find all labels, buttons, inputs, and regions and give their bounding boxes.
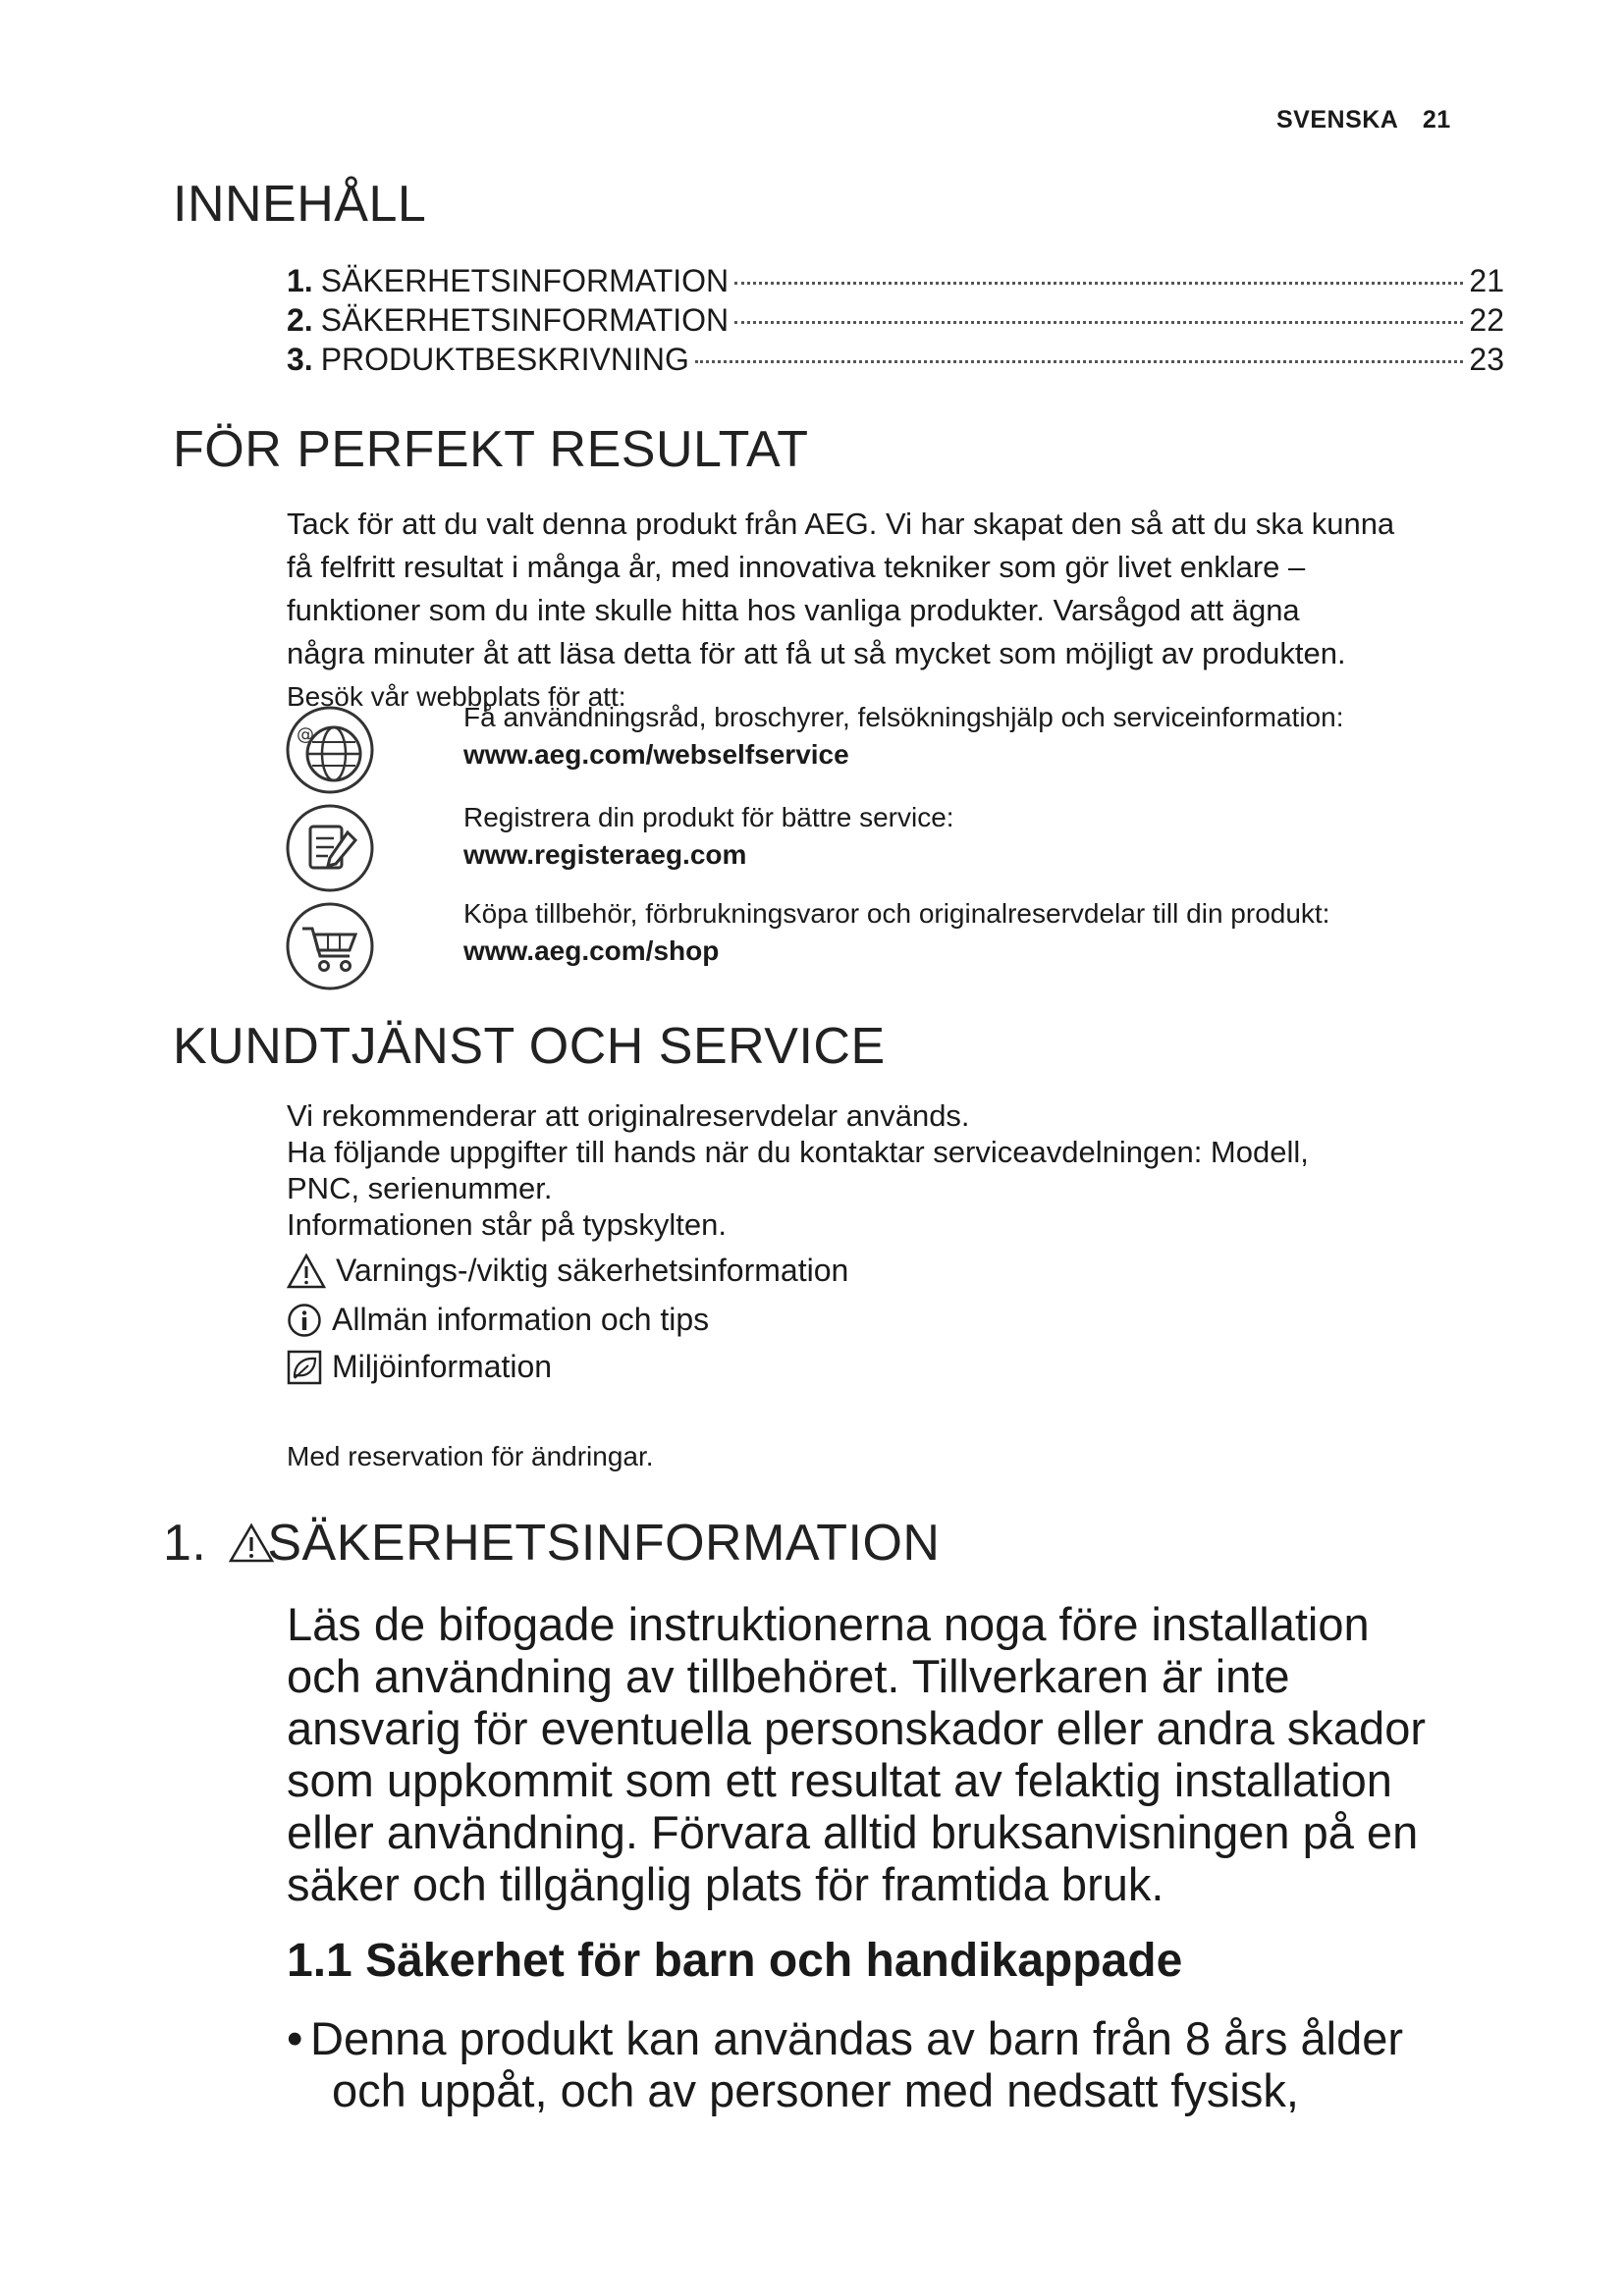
- paragraph-line: Besök vår webbplats för att:: [287, 681, 626, 712]
- service-item-register: [463, 799, 1504, 874]
- svg-text:@: @: [297, 724, 314, 745]
- toc-item-page: 23: [1469, 342, 1504, 377]
- language-label: SVENSKA: [1276, 106, 1398, 133]
- legend-item-info: [287, 1302, 709, 1338]
- toc-item-number: 1.: [287, 263, 313, 298]
- legend-item-environment: [287, 1349, 552, 1385]
- warning-icon: [287, 1254, 326, 1289]
- toc-leader: [734, 282, 1463, 285]
- customer-service-title: KUNDTJÄNST OCH SERVICE: [173, 1018, 886, 1075]
- toc-item-page: 21: [1469, 263, 1504, 298]
- subsection-title: 1.1 Säkerhet för barn och handikappade: [287, 1935, 1183, 1987]
- toc-item-label: SÄKERHETSINFORMATION: [320, 302, 730, 338]
- toc-item[interactable]: [287, 302, 1504, 339]
- section-title: SÄKERHETSINFORMATION: [267, 1515, 941, 1572]
- service-item-support: [463, 699, 1504, 774]
- legend-label: Miljöinformation: [332, 1349, 553, 1384]
- service-description: Registrera din produkt för bättre service:: [463, 802, 954, 832]
- customer-service-text: [287, 1097, 1504, 1243]
- paragraph-line: eller användning. Förvara alltid bruksanvisningen på en: [287, 1806, 1419, 1858]
- cart-icon: [285, 901, 375, 991]
- perfect-result-text: [287, 503, 1504, 719]
- toc-item[interactable]: [287, 263, 1504, 299]
- environment-icon: [287, 1350, 322, 1385]
- paragraph-line: och användning av tillbehöret. Tillverkaren är inte: [287, 1650, 1290, 1702]
- paragraph-line: som uppkommit som ett resultat av felaktig installation: [287, 1754, 1392, 1806]
- toc-item-number: 2.: [287, 302, 313, 338]
- legend-label: Varnings-/viktig säkerhetsinformation: [336, 1253, 849, 1288]
- service-description: Köpa tillbehör, förbrukningsvaror och originalreservdelar till din produkt:: [463, 898, 1330, 929]
- info-icon: [287, 1303, 322, 1338]
- toc-item-label: SÄKERHETSINFORMATION: [320, 263, 730, 298]
- section-number: 1.: [163, 1515, 207, 1572]
- legend-label: Allmän information och tips: [332, 1302, 710, 1337]
- safety-text: [287, 1598, 1524, 1910]
- globe-icon: [285, 705, 375, 795]
- contents-title: INNEHÅLL: [173, 176, 427, 233]
- bullet-text-continued: och uppåt, och av personer med nedsatt fysisk,: [332, 2064, 1299, 2116]
- service-item-shop: [463, 895, 1504, 970]
- page-number: 21: [1422, 106, 1451, 133]
- paragraph-line: Läs de bifogade instruktionerna noga före installation: [287, 1598, 1370, 1650]
- paragraph-line: Informationen står på typskylten.: [287, 1207, 728, 1242]
- paragraph-line: ansvarig för eventuella personskador eller andra skador: [287, 1702, 1426, 1754]
- paragraph-line: säker och tillgänglig plats för framtida bruk.: [287, 1858, 1164, 1910]
- paragraph-line: funktioner som du inte skulle hitta hos vanliga produkter. Varsågod att ägna: [287, 593, 1300, 627]
- paragraph-line: Ha följande uppgifter till hands när du kontaktar serviceavdelningen: Modell,: [287, 1135, 1309, 1169]
- paragraph-line: PNC, serienummer.: [287, 1171, 553, 1205]
- toc-leader: [734, 321, 1463, 324]
- legend-item-warning: [287, 1253, 848, 1289]
- register-icon: [285, 803, 375, 893]
- toc-item-page: 22: [1469, 302, 1504, 338]
- service-link[interactable]: www.registeraeg.com: [463, 839, 747, 870]
- paragraph-line: Vi rekommenderar att originalreservdelar används.: [287, 1098, 970, 1133]
- bullet-text: Denna produkt kan användas av barn från 8 års ålder: [310, 2012, 1404, 2064]
- service-link[interactable]: www.aeg.com/webselfservice: [463, 739, 849, 770]
- perfect-result-title: FÖR PERFEKT RESULTAT: [173, 421, 809, 478]
- service-description: Få användningsråd, broschyrer, felsökningshjälp och serviceinformation:: [463, 702, 1344, 732]
- service-link[interactable]: www.aeg.com/shop: [463, 935, 720, 966]
- bullet-item: [287, 2012, 1524, 2116]
- paragraph-line: få felfritt resultat i många år, med innovativa tekniker som gör livet enklare –: [287, 550, 1306, 584]
- safety-title: [163, 1514, 940, 1573]
- paragraph-line: Tack för att du valt denna produkt från AEG. Vi har skapat den så att du ska kunna: [287, 507, 1395, 541]
- toc-item[interactable]: [287, 342, 1504, 378]
- reservation-note: Med reservation för ändringar.: [287, 1441, 654, 1471]
- toc-item-number: 3.: [287, 342, 313, 377]
- page-header: [1276, 106, 1451, 134]
- paragraph-line: några minuter åt att läsa detta för att få ut så mycket som möjligt av produkten.: [287, 636, 1346, 670]
- toc-leader: [695, 360, 1464, 363]
- bullet-dot: •: [287, 2012, 303, 2064]
- toc-item-label: PRODUKTBESKRIVNING: [320, 342, 689, 377]
